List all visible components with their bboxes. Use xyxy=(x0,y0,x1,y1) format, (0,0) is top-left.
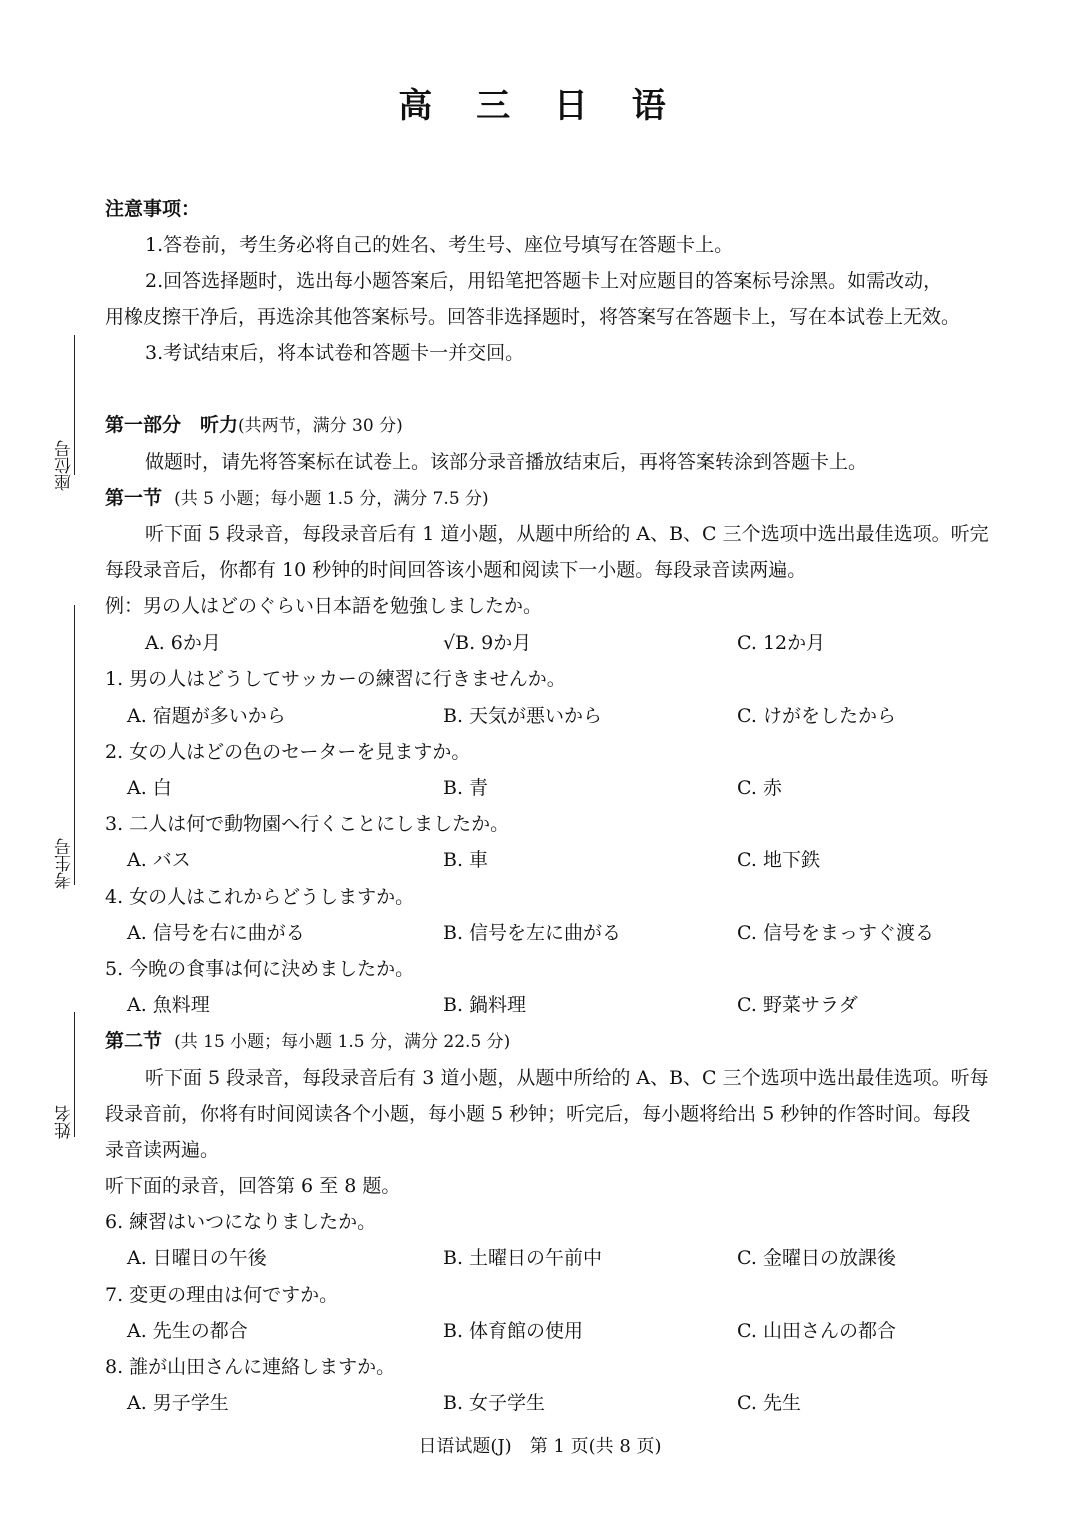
q7-option-b: B. 体育館の使用 xyxy=(443,1320,584,1342)
q2-option-b: B. 青 xyxy=(443,777,489,799)
q5-option-a: A. 魚料理 xyxy=(127,994,210,1016)
q8-option-b: B. 女子学生 xyxy=(443,1392,546,1414)
sec2-instr-3: 录音读两遍。 xyxy=(105,1139,220,1161)
part1-heading-note: (共两节，满分 30 分) xyxy=(238,416,403,436)
q3-option-a: A. バス xyxy=(127,849,191,871)
q6-option-c: C. 金曜日の放課後 xyxy=(737,1247,896,1269)
sec2-heading: 第二节 xyxy=(105,1030,163,1052)
notice-heading: 注意事项： xyxy=(105,198,201,220)
sec2-instr-1: 听下面 5 段录音，每段录音后有 3 道小题，从题中所给的 A、B、C 三个选项中选出最佳选项。听每 xyxy=(145,1067,989,1089)
example-question: 例：男の人はどのぐらい日本語を勉強しましたか。 xyxy=(105,595,543,617)
sec2-heading-row xyxy=(105,1030,510,1053)
sec1-note: (共 5 小题；每小题 1.5 分，满分 7.5 分) xyxy=(174,489,489,509)
q1-option-c: C. けがをしたから xyxy=(737,705,896,727)
part1-heading-row xyxy=(105,414,403,437)
q2-option-c: C. 赤 xyxy=(737,777,782,799)
q6-option-a: A. 日曜日の午後 xyxy=(127,1247,267,1269)
q5-option-c: C. 野菜サラダ xyxy=(737,994,858,1016)
example-option-a: A. 6か月 xyxy=(145,632,221,654)
question-8: 8. 誰が山田さんに連絡しますか。 xyxy=(105,1356,396,1378)
q7-option-a: A. 先生の都合 xyxy=(127,1320,248,1342)
notice-line-1: 1.答卷前，考生务必将自己的姓名、考生号、座位号填写在答题卡上。 xyxy=(145,234,734,256)
q4-option-b: B. 信号を左に曲がる xyxy=(443,922,622,944)
seat-number-label: 座位号 xyxy=(55,440,75,491)
question-3: 3. 二人は何で動物園へ行くことにしましたか。 xyxy=(105,813,510,835)
q3-option-b: B. 車 xyxy=(443,849,489,871)
q5-option-b: B. 鍋料理 xyxy=(443,994,527,1016)
page-footer: 日语试题(J) 第 1 页(共 8 页) xyxy=(418,1436,662,1457)
part1-heading: 第一部分 听力 xyxy=(105,414,239,436)
page-title: 高 三 日 语 xyxy=(398,86,682,126)
sec2-note: (共 15 小题；每小题 1.5 分，满分 22.5 分) xyxy=(174,1032,511,1052)
notice-line-2: 2.回答选择题时，选出每小题答案后，用铅笔把答题卡上对应题目的答案标号涂黑。如需改动， xyxy=(145,270,943,292)
sec2-sub-instr: 听下面的录音，回答第 6 至 8 题。 xyxy=(105,1175,401,1197)
name-label: 姓名 xyxy=(55,1105,75,1139)
question-4: 4. 女の人はこれからどうしますか。 xyxy=(105,886,415,908)
q7-option-c: C. 山田さんの都合 xyxy=(737,1320,896,1342)
q1-option-a: A. 宿題が多いから xyxy=(127,705,286,727)
sec1-instr-1: 听下面 5 段录音，每段录音后有 1 道小题，从题中所给的 A、B、C 三个选项中选出最佳选项。听完 xyxy=(145,523,989,545)
question-7: 7. 変更の理由は何ですか。 xyxy=(105,1284,339,1306)
notice-line-3: 用橡皮擦干净后，再选涂其他答案标号。回答非选择题时，将答案写在答题卡上，写在本试卷上无效。 xyxy=(105,306,961,328)
question-2: 2. 女の人はどの色のセーターを見ますか。 xyxy=(105,741,471,763)
sec1-heading-row xyxy=(105,487,489,510)
question-1: 1. 男の人はどうしてサッカーの練習に行きませんか。 xyxy=(105,668,566,690)
notice-line-4: 3.考试结束后，将本试卷和答题卡一并交回。 xyxy=(145,342,525,364)
sec1-heading: 第一节 xyxy=(105,487,163,509)
q1-option-b: B. 天気が悪いから xyxy=(443,705,603,727)
q2-option-a: A. 白 xyxy=(127,777,172,799)
q8-option-a: A. 男子学生 xyxy=(127,1392,229,1414)
sec1-instr-2: 每段录音后，你都有 10 秒钟的时间回答该小题和阅读下一小题。每段录音读两遍。 xyxy=(105,559,807,581)
part1-intro: 做题时，请先将答案标在试卷上。该部分录音播放结束后，再将答案转涂到答题卡上。 xyxy=(145,451,868,473)
question-5: 5. 今晩の食事は何に決めましたか。 xyxy=(105,958,415,980)
q4-option-c: C. 信号をまっすぐ渡る xyxy=(737,922,934,944)
q4-option-a: A. 信号を右に曲がる xyxy=(127,922,305,944)
example-option-c: C. 12か月 xyxy=(737,632,826,654)
example-option-b: √B. 9か月 xyxy=(443,632,532,654)
q6-option-b: B. 土曜日の午前中 xyxy=(443,1247,603,1269)
question-6: 6. 練習はいつになりましたか。 xyxy=(105,1211,377,1233)
sec2-instr-2: 段录音前，你将有时间阅读各个小题，每小题 5 秒钟；听完后，每小题将给出 5 秒钟的作答时间。每段 xyxy=(105,1103,971,1125)
exam-number-label: 考生号 xyxy=(55,838,75,889)
q8-option-c: C. 先生 xyxy=(737,1392,801,1414)
q3-option-c: C. 地下鉄 xyxy=(737,849,820,871)
